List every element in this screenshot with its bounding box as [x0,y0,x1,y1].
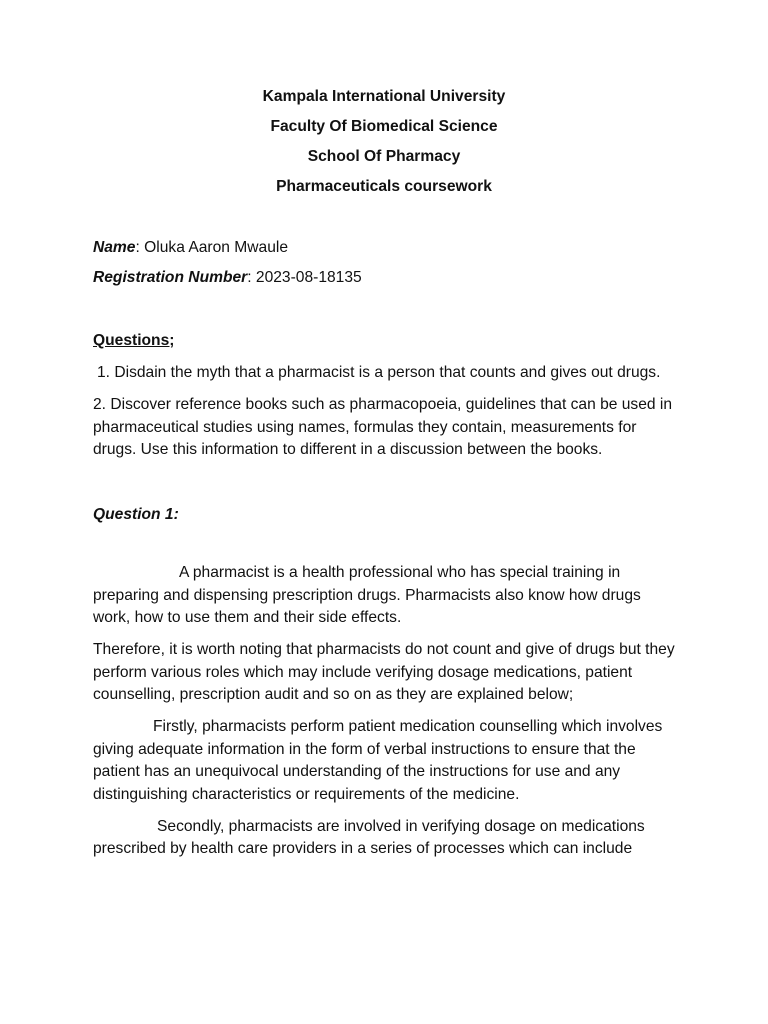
course-title: Pharmaceuticals coursework [276,178,492,195]
registration-label: Registration Number [93,268,248,286]
answer-paragraph-3: Firstly, pharmacists perform patient medication counselling which involves giving adequate information in the form of verbal instructions to ensure that the patient has an unequivocal understanding of the instructions for use and any distinguishing characteristics or requirements of the medicine. [93,718,663,803]
questions-heading: Questions; [93,331,175,349]
answer-paragraph-2: Therefore, it is worth noting that pharmacists do not count and give of drugs but they perform various roles which may include verifying dosage medications, patient counselling, prescription audit and so on as they are explained below; [93,641,675,703]
university-title: Kampala International University [262,88,506,105]
answer-paragraph-1: A pharmacist is a health professional who has special training in preparing and dispensing prescription drugs. Pharmacists also know how drugs work, how to use them and their side effects. [93,564,641,626]
spacer [93,297,675,330]
name-value: : Oluka Aaron Mwaule [135,238,289,256]
document-body [93,86,675,870]
student-name-line [93,237,675,260]
name-label: Name [93,238,136,256]
question-two-text: 2. Discover reference books such as pharmacopoeia, guidelines that can be used in pharmaceutical studies using names, formulas they contain, measurements for drugs. Use this information to different in a discussion between the books. [93,396,673,458]
registration-line [93,267,675,290]
answer-one-heading: Question 1: [93,505,179,523]
school-title: School Of Pharmacy [307,148,461,165]
registration-value: : 2023-08-18135 [247,268,362,286]
answer-paragraph-4: Secondly, pharmacists are involved in verifying dosage on medications prescribed by health care providers in a series of processes which can include [93,817,645,857]
faculty-title: Faculty Of Biomedical Science [270,118,498,135]
question-one-text: 1. Disdain the myth that a pharmacist is a person that counts and gives out drugs. [97,364,661,381]
